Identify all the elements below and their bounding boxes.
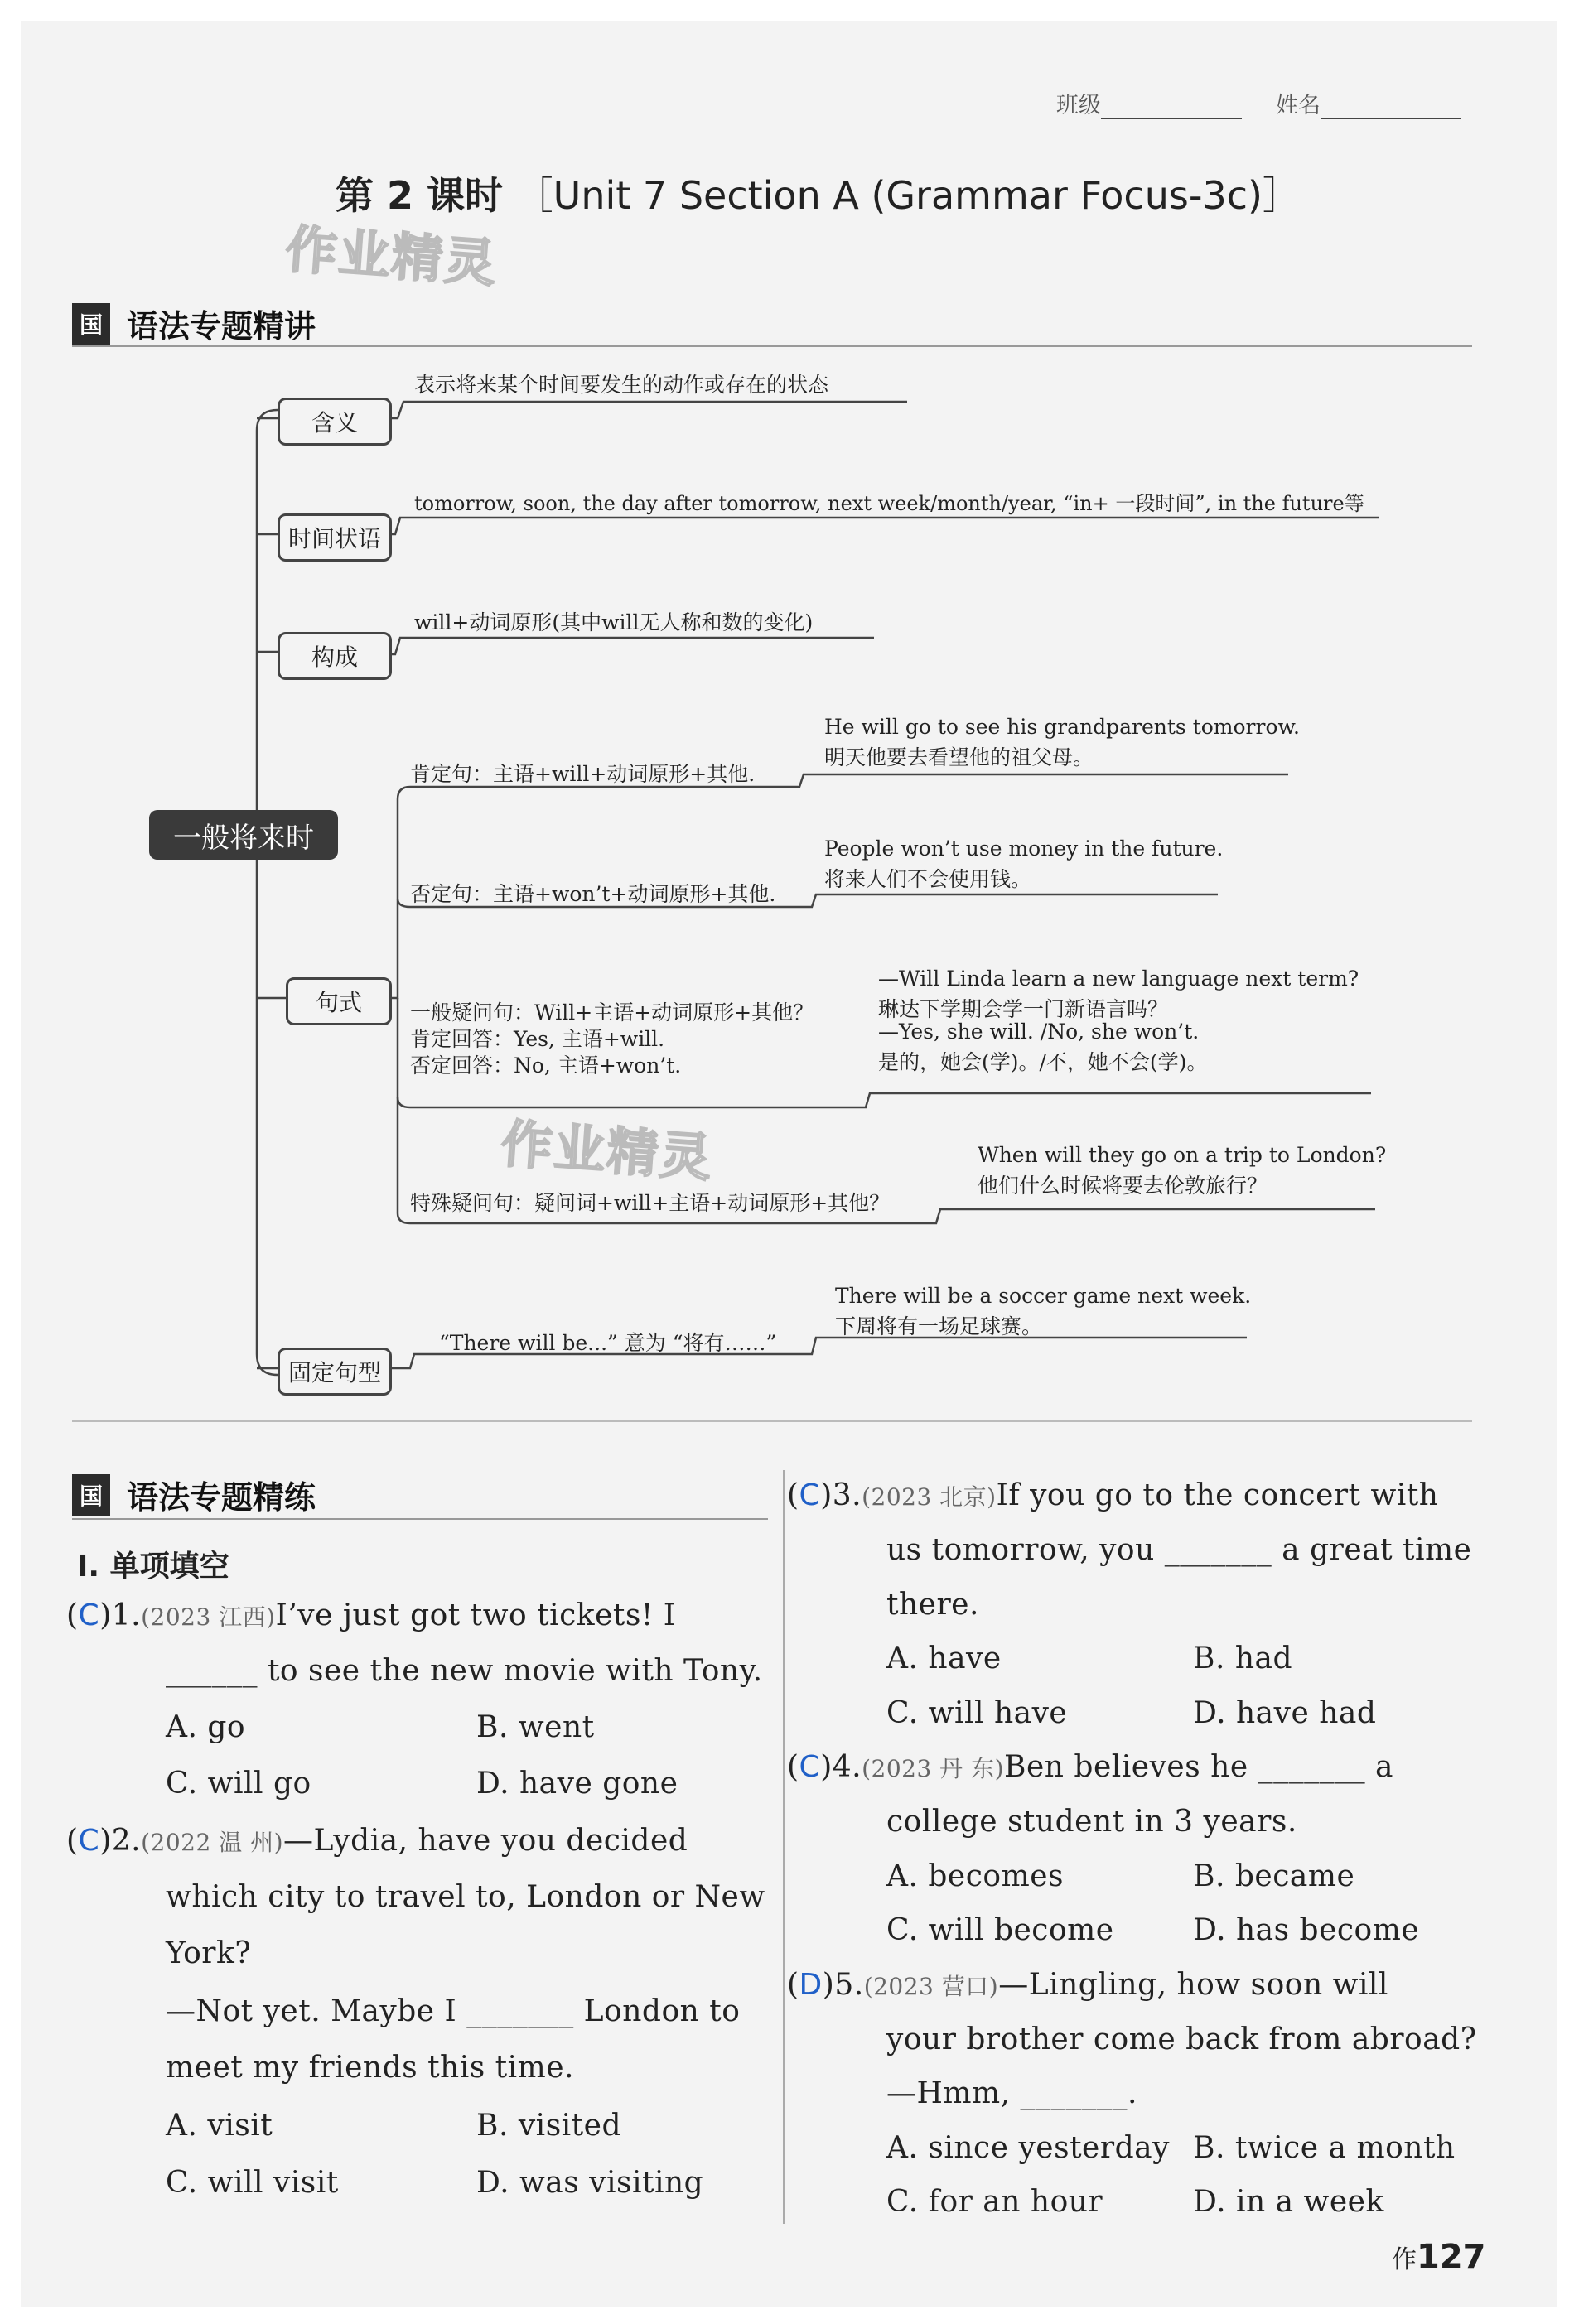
question-source: (2023 营口) <box>863 1973 999 2000</box>
fixed-pattern-rule: “There will be...” 意为 “将有……” <box>439 1331 777 1355</box>
practice-icon: 国 <box>72 1474 110 1516</box>
page-number-value: 127 <box>1417 2238 1486 2276</box>
question-2-line: which city to travel to, London or New <box>166 1880 765 1914</box>
node-root-future-tense: 一般将来时 <box>149 810 338 860</box>
option-a[interactable]: A. since yesterday <box>886 2131 1170 2165</box>
option-c[interactable]: C. for an hour <box>886 2185 1103 2219</box>
question-source: (2023 江西) <box>141 1603 276 1631</box>
general-question-yes: 肯定回答：Yes, 主语+will. <box>410 1027 665 1051</box>
question-3-line: there. <box>886 1588 979 1622</box>
option-d[interactable]: D. in a week <box>1193 2185 1384 2219</box>
option-b[interactable]: B. became <box>1193 1859 1355 1893</box>
section-2-title: 语法专题精练 <box>127 1479 316 1516</box>
negative-rule: 否定句：主语+won’t+动词原形+其他. <box>410 882 776 906</box>
page-prefix: 作 <box>1392 2245 1417 2274</box>
general-question-ex4: 是的，她会(学)。/不，她不会(学)。 <box>878 1050 1208 1074</box>
negative-example-cn: 将来人们不会使用钱。 <box>824 867 1032 891</box>
question-2-line: —Not yet. Maybe I _______ London to <box>166 1994 741 2028</box>
time-text: tomorrow, soon, the day after tomorrow, next week/month/year, “in+ 一段时间”, in the future等 <box>414 492 1364 515</box>
section-1-title: 语法专题精讲 <box>127 308 316 345</box>
exercise-subtitle: Ⅰ. 单项填空 <box>77 1550 229 1584</box>
watermark-logo: 作业精灵 <box>283 219 500 294</box>
question-3: (C)3.(2023 北京)If you go to the concert with <box>787 1478 1439 1512</box>
option-d[interactable]: D. has become <box>1193 1913 1420 1947</box>
option-a[interactable]: A. have <box>886 1642 1002 1675</box>
divider <box>72 1518 768 1520</box>
class-label: 班级 <box>1056 93 1101 118</box>
page-number <box>1392 2238 1486 2276</box>
lesson-label: 第 2 课时 <box>336 173 504 218</box>
general-question-no: 否定回答：No, 主语+won’t. <box>410 1054 682 1078</box>
section-2-header <box>72 1472 316 1517</box>
fixed-pattern-example-en: There will be a soccer game next week. <box>835 1284 1252 1308</box>
option-a[interactable]: A. visit <box>166 2109 273 2143</box>
node-time-adverbial: 时间状语 <box>278 513 392 562</box>
option-c[interactable]: C. will become <box>886 1913 1114 1947</box>
answer-2[interactable]: C <box>78 1824 100 1858</box>
question-3-line: us tomorrow, you _______ a great time <box>886 1533 1472 1567</box>
option-c[interactable]: C. will visit <box>166 2166 339 2200</box>
answer-5[interactable]: D <box>799 1968 823 2002</box>
question-5-line: —Hmm, _______. <box>886 2076 1137 2110</box>
negative-example-en: People won’t use money in the future. <box>824 837 1224 861</box>
meaning-text: 表示将来某个时间要发生的动作或存在的状态 <box>414 373 829 397</box>
answer-4[interactable]: C <box>799 1750 821 1784</box>
answer-1[interactable]: C <box>78 1598 100 1632</box>
question-source: (2022 温 州) <box>141 1829 284 1856</box>
question-2-line: meet my friends this time. <box>166 2051 575 2085</box>
option-c[interactable]: C. will have <box>886 1696 1068 1730</box>
option-b[interactable]: B. visited <box>476 2109 621 2143</box>
node-structure: 构成 <box>278 632 392 680</box>
node-meaning: 含义 <box>278 398 392 446</box>
positive-example-en: He will go to see his grandparents tomorrow. <box>824 715 1300 739</box>
node-sentence-patterns: 句式 <box>286 977 392 1025</box>
node-fixed-pattern: 固定句型 <box>278 1348 392 1396</box>
question-1: (C)1.(2023 江西)I’ve just got two tickets! I <box>66 1598 676 1632</box>
question-1-line: ______ to see the new movie with Tony. <box>166 1654 763 1688</box>
positive-example-cn: 明天他要去看望他的祖父母。 <box>824 745 1094 769</box>
general-question-rule: 一般疑问句：Will+主语+动词原形+其他？ <box>410 1000 814 1025</box>
question-4-line: college student in 3 years. <box>886 1805 1297 1839</box>
option-c[interactable]: C. will go <box>166 1767 311 1801</box>
trunk-line <box>257 410 278 1375</box>
unit-label: ［Unit 7 Section A (Grammar Focus-3c)］ <box>514 173 1301 218</box>
special-question-example-en: When will they go on a trip to London? <box>978 1143 1387 1167</box>
option-a[interactable]: A. becomes <box>886 1859 1064 1893</box>
general-question-ex2: 琳达下学期会学一门新语言吗？ <box>878 997 1169 1021</box>
option-d[interactable]: D. was visiting <box>476 2166 704 2200</box>
option-d[interactable]: D. have gone <box>476 1767 678 1801</box>
worksheet-page <box>21 21 1557 2307</box>
question-source: (2023 丹 东) <box>862 1755 1005 1782</box>
option-a[interactable]: A. go <box>166 1710 246 1744</box>
fixed-pattern-example-cn: 下周将有一场足球赛。 <box>835 1314 1043 1338</box>
grammar-icon: 国 <box>72 303 110 345</box>
answer-3[interactable]: C <box>799 1478 821 1512</box>
question-5-line: your brother come back from abroad? <box>886 2023 1477 2056</box>
question-2-line: York? <box>166 1936 252 1970</box>
general-question-ex3: —Yes, she will. /No, she won’t. <box>878 1020 1200 1044</box>
question-4: (C)4.(2023 丹 东)Ben believes he _______ a <box>787 1750 1393 1784</box>
structure-text: will+动词原形(其中will无人称和数的变化) <box>414 610 814 634</box>
special-question-rule: 特殊疑问句：疑问词+will+主语+动词原形+其他？ <box>410 1191 891 1215</box>
general-question-ex1: —Will Linda learn a new language next term? <box>878 967 1359 991</box>
question-source: (2023 北京) <box>862 1483 997 1511</box>
special-question-example-cn: 他们什么时候将要去伦敦旅行？ <box>978 1174 1268 1198</box>
option-b[interactable]: B. had <box>1193 1642 1293 1675</box>
column-divider <box>783 1470 785 2224</box>
positive-rule: 肯定句：主语+will+动词原形+其他. <box>410 762 756 786</box>
question-5: (D)5.(2023 营口)—Lingling, how soon will <box>787 1968 1388 2002</box>
question-2: (C)2.(2022 温 州)—Lydia, have you decided <box>66 1824 688 1858</box>
mindmap-connectors <box>21 21 1557 1429</box>
name-label: 姓名 <box>1276 93 1321 118</box>
option-b[interactable]: B. went <box>476 1710 595 1744</box>
option-b[interactable]: B. twice a month <box>1193 2131 1456 2165</box>
option-d[interactable]: D. have had <box>1193 1696 1377 1730</box>
divider <box>72 1420 1472 1422</box>
watermark-logo-2: 作业精灵 <box>499 1113 715 1189</box>
